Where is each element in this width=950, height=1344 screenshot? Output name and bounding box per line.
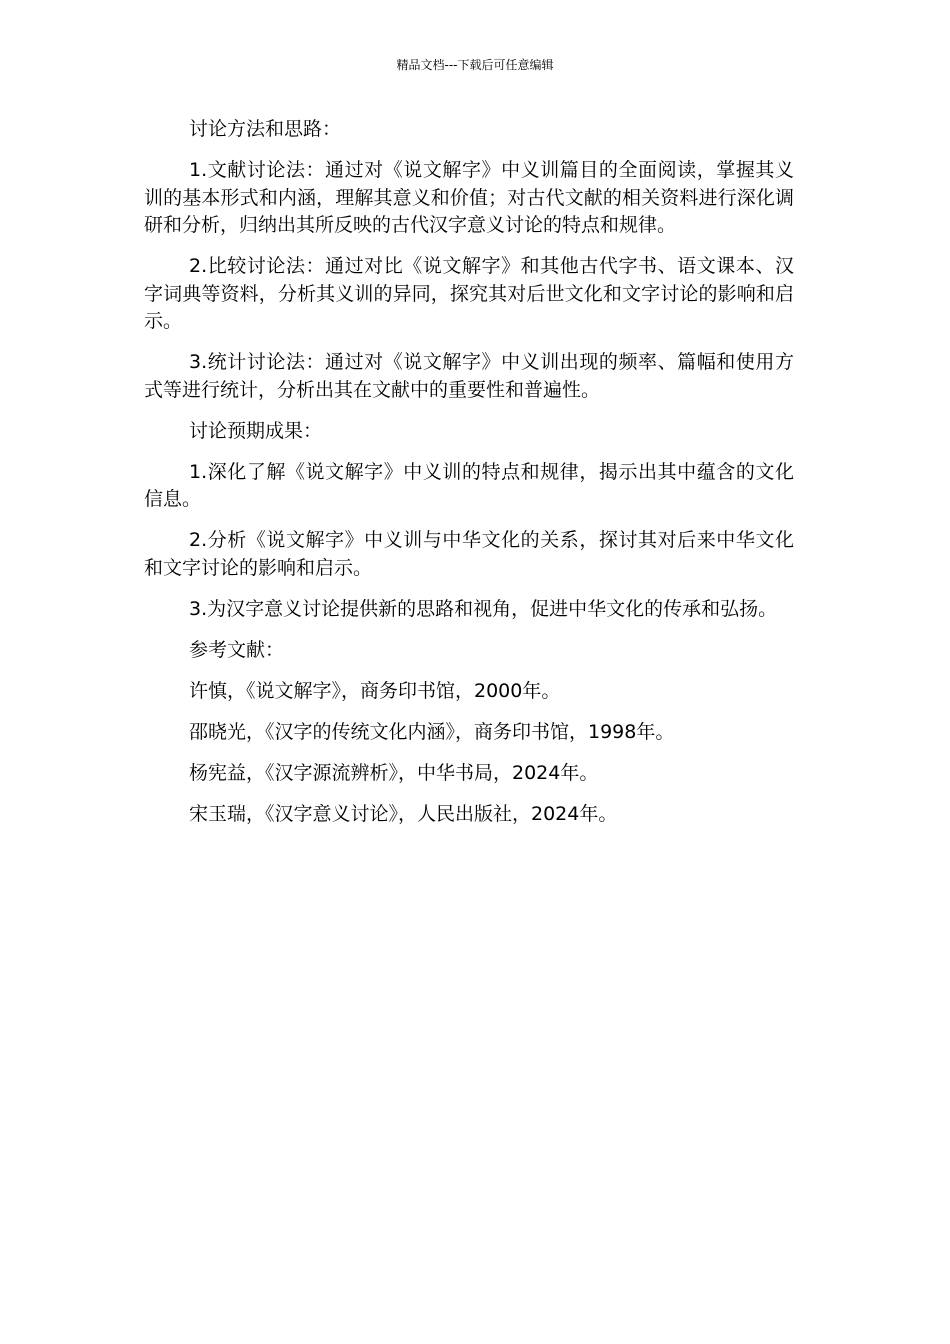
outcomes-heading: 讨论预期成果： xyxy=(189,419,323,442)
outcomes-item-1: 1.深化了解《说文解字》中义训的特点和规律，揭示出其中蕴含的文化信息。 xyxy=(144,460,794,510)
methods-item-2: 2.比较讨论法：通过对比《说文解字》和其他古代字书、语文课本、汉字词典等资料，分析其义训的异同，探究其对后世文化和文字讨论的影响和启示。 xyxy=(144,255,794,332)
document-body xyxy=(144,116,794,842)
reference-item-3: 杨宪益，《汉字源流辨析》，中华书局，2024年。 xyxy=(189,761,599,784)
reference-item-4: 宋玉瑞，《汉字意义讨论》，人民出版社，2024年。 xyxy=(189,802,618,825)
outcomes-item-2: 2.分析《说文解字》中义训与中华文化的关系，探讨其对后来中华文化和文字讨论的影响和启示。 xyxy=(144,529,794,579)
methods-heading: 讨论方法和思路： xyxy=(189,118,342,140)
methods-item-3: 3.统计讨论法：通过对《说文解字》中义训出现的频率、篇幅和使用方式等进行统计，分析出其在文献中的重要性和普遍性。 xyxy=(144,351,794,401)
reference-item-1: 许慎，《说文解字》，商务印书馆，2000年。 xyxy=(189,679,561,702)
reference-item-2: 邵晓光，《汉字的传统文化内涵》，商务印书馆，1998年。 xyxy=(189,720,675,743)
outcomes-item-3: 3.为汉字意义讨论提供新的思路和视角，促进中华文化的传承和弘扬。 xyxy=(189,597,778,620)
page-header: 精品文档---下载后可任意编辑 xyxy=(396,58,554,72)
methods-item-1: 1.文献讨论法：通过对《说文解字》中义训篇目的全面阅读，掌握其义训的基本形式和内涵，理解其意义和价值；对古代文献的相关资料进行深化调研和分析，归纳出其所反映的古代汉字意义讨论的特点和规律。 xyxy=(144,159,794,236)
references-heading: 参考文献： xyxy=(189,638,285,661)
